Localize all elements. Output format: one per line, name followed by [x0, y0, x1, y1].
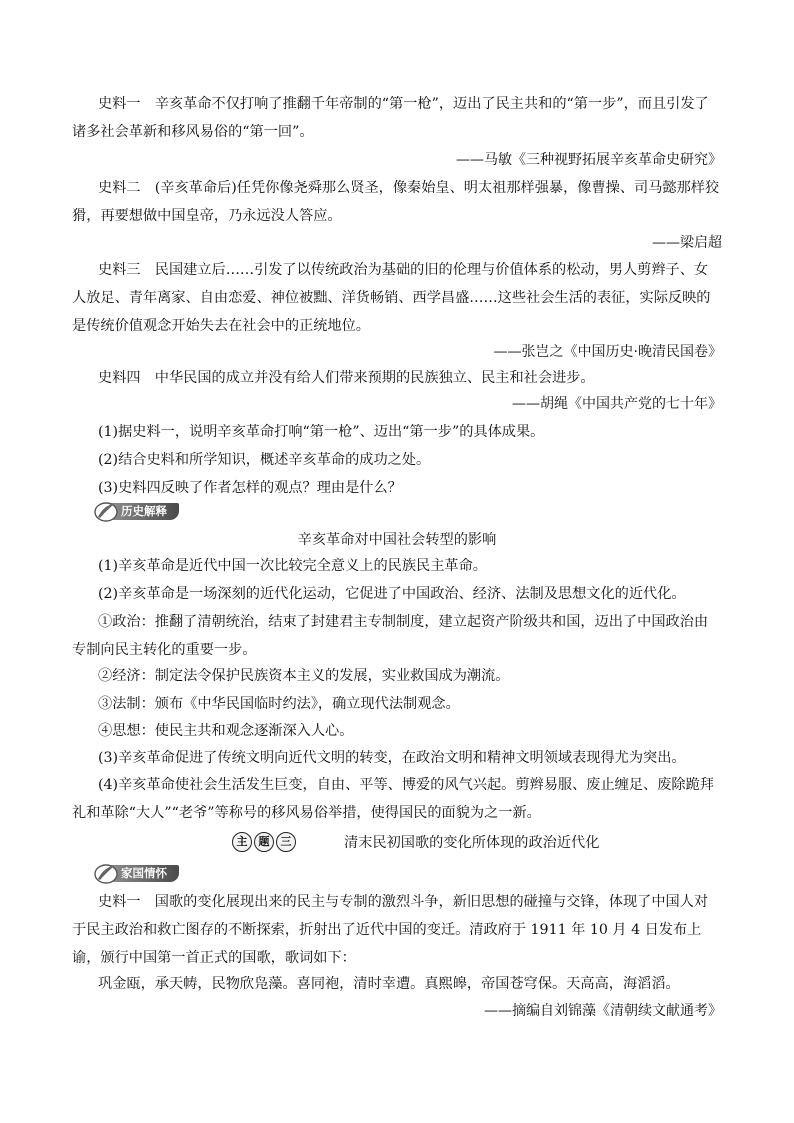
explanation-item: (1)辛亥革命是近代中国一次比较完全意义上的民族民主革命。 — [98, 558, 487, 574]
source-2-citation: ——梁启超 — [652, 235, 722, 251]
explanation-item: ①政治：推翻了清朝统治，结束了封建君主专制制度，建立起资产阶级共和国，迈出了中国政治由专制向民主转化的重要一步。 — [72, 614, 709, 658]
anthem-citation: ——摘编自刘锦藻《清朝续文献通考》 — [484, 1003, 722, 1019]
topic-badge-char: 三 — [276, 832, 296, 852]
source-1-citation: ——马敏《三种视野拓展辛亥革命史研究》 — [456, 152, 722, 168]
source-4-citation: ——胡绳《中国共产党的七十年》 — [512, 396, 722, 412]
anthem-lyrics: 巩金瓯，承天帱，民物欣凫藻。喜同袍，清时幸遭。真熙皞，帝国苍穹保。天高高，海滔滔。 — [98, 976, 680, 992]
section-tag-label: 历史解释 — [121, 504, 167, 518]
source-3-citation: ——张岂之《中国历史·晚清民国卷》 — [493, 344, 722, 360]
explanation-item: ④思想：使民主共和观念逐渐深入人心。 — [98, 723, 354, 739]
explanation-item: (3)辛亥革命促进了传统文明向近代文明的转变，在政治文明和精神文明领域表现得尤为突出。 — [98, 750, 686, 766]
topic-badge-char: 题 — [254, 832, 274, 852]
section-tag-label: 家国情怀 — [121, 866, 167, 880]
topic-badge — [232, 832, 296, 852]
anthem-source-text: 史料一 国歌的变化展现出来的民主与专制的激烈斗争，新旧思想的碰撞与交锋，体现了中国人对于民主政治和救亡图存的不断探索，折射出了近代中国的变迁。清政府于 1911 年 10 月 4 日发布上谕，颁行中国第一首正式的国歌，歌词如下： — [72, 894, 709, 966]
topic-heading — [232, 832, 599, 852]
question-2: (2)结合史料和所学知识，概述辛亥革命的成功之处。 — [98, 452, 431, 468]
explanation-item: (4)辛亥革命使社会生活发生巨变，自由、平等、博爱的风气兴起。剪辫易服、废止缠足、废除跪拜礼和革除“大人”“老爷”等称号的移风易俗举措，使得国民的面貌为之一新。 — [72, 777, 714, 821]
explanation-item: ②经济：制定法令保护民族资本主义的发展，实业救国成为潮流。 — [98, 668, 510, 684]
section-tag-patriotism — [99, 865, 179, 882]
section-tag-history-explanation — [99, 503, 179, 520]
question-1: (1)据史料一，说明辛亥革命打响“第一枪”、迈出“第一步”的具体成果。 — [98, 424, 545, 440]
source-4-text: 史料四 中华民国的成立并没有给人们带来预期的民族独立、民主和社会进步。 — [98, 370, 595, 386]
source-1-text: 史料一 辛亥革命不仅打响了推翻千年帝制的“第一枪”，迈出了民主共和的“第一步”，而且引发了诸多社会革新和移风易俗的“第一回”。 — [72, 96, 709, 140]
quill-icon — [93, 861, 119, 885]
topic-badge-char: 主 — [232, 832, 252, 852]
explanation-item: ③法制：颁布《中华民国临时约法》，确立现代法制观念。 — [98, 696, 460, 712]
question-3: (3)史料四反映了作者怎样的观点？理由是什么？ — [98, 480, 402, 496]
source-2-text: 史料二 (辛亥革命后)任凭你像尧舜那么贤圣，像秦始皇、明太祖那样强暴，像曹操、司马懿那样狡猾，再要想做中国皇帝，乃永远没人答应。 — [72, 180, 720, 224]
explanation-item: (2)辛亥革命是一场深刻的近代化运动，它促进了中国政治、经济、法制及思想文化的近代化。 — [98, 586, 686, 602]
quill-icon — [93, 499, 119, 523]
source-3-text: 史料三 民国建立后……引发了以传统政治为基础的旧的伦理与价值体系的松动，男人剪辫子、女人放足、青年离家、自由恋爱、神位被黜、洋货畅销、西学昌盛……这些社会生活的表征，实际反映的是传统价值观念开始失去在社会中的正统地位。 — [72, 262, 711, 334]
topic-title: 清末民初国歌的变化所体现的政治近代化 — [344, 835, 600, 851]
explanation-title: 辛亥革命对中国社会转型的影响 — [297, 532, 497, 548]
